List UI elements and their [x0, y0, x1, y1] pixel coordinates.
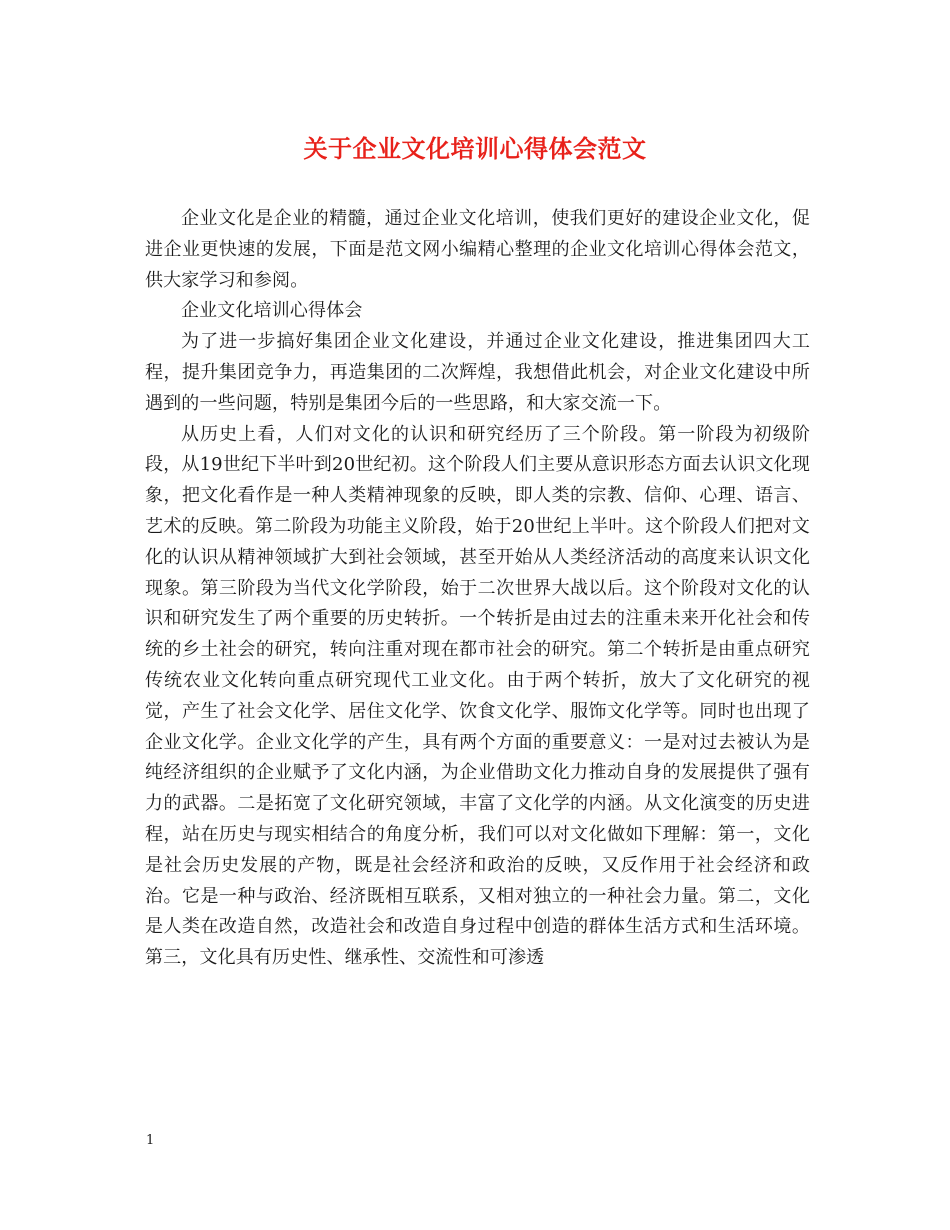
- document-title: 关于企业文化培训心得体会范文: [303, 134, 647, 163]
- page-number: 1: [146, 1133, 155, 1148]
- paragraph-purpose: 为了进一步搞好集团企业文化建设，并通过企业文化建设，推进集团四大工程，提升集团竞争力，再造集团的二次辉煌，我想借此机会，对企业文化建设中所遇到的一些问题，特别是集团今后的一些思路，和大家交流一下。: [145, 331, 810, 414]
- paragraph-intro: 企业文化是企业的精髓，通过企业文化培训，使我们更好的建设企业文化，促进企业更快速的发展，下面是范文网小编精心整理的企业文化培训心得体会范文，供大家学习和参阅。: [145, 208, 810, 291]
- paragraph-history: 从历史上看，人们对文化的认识和研究经历了三个阶段。第一阶段为初级阶段，从19世纪下半叶到20世纪初。这个阶段人们主要从意识形态方面去认识文化现象，把文化看作是一种人类精神现象的反映，即人类的宗教、信仰、心理、语言、艺术的反映。第二阶段为功能主义阶段，始于20世纪上半叶。这个阶段人们把对文化的认识从精神领域扩大到社会领域，甚至开始从人类经济活动的高度来认识文化现象。第三阶段为当代文化学阶段，始于二次世界大战以后。这个阶段对文化的认识和研究发生了两个重要的历史转折。一个转折是由过去的注重未来开化社会和传统的乡土社会的研究，转向注重对现在都市社会的研究。第二个转折是由重点研究传统农业文化转向重点研究现代工业文化。由于两个转折，放大了文化研究的视觉，产生了社会文化学、居住文化学、饮食文化学、服饰文化学等。同时也出现了企业文化学。企业文化学的产生，具有两个方面的重要意义：一是对过去被认为是纯经济组织的企业赋予了文化内涵，为企业借助文化力推动自身的发展提供了强有力的武器。二是拓宽了文化研究领域，丰富了文化学的内涵。从文化演变的历史进程，站在历史与现实相结合的角度分析，我们可以对文化做如下理解：第一，文化是社会历史发展的产物，既是社会经济和政治的反映，又反作用于社会经济和政治。它是一种与政治、经济既相互联系，又相对独立的一种社会力量。第二，文化是人类在改造自然，改造社会和改造自身过程中创造的群体生活方式和生活环境。第三，文化具有历史性、继承性、交流性和可渗透: [145, 423, 810, 969]
- paragraph-subheading: 企业文化培训心得体会: [181, 300, 363, 322]
- document-body: [145, 204, 810, 974]
